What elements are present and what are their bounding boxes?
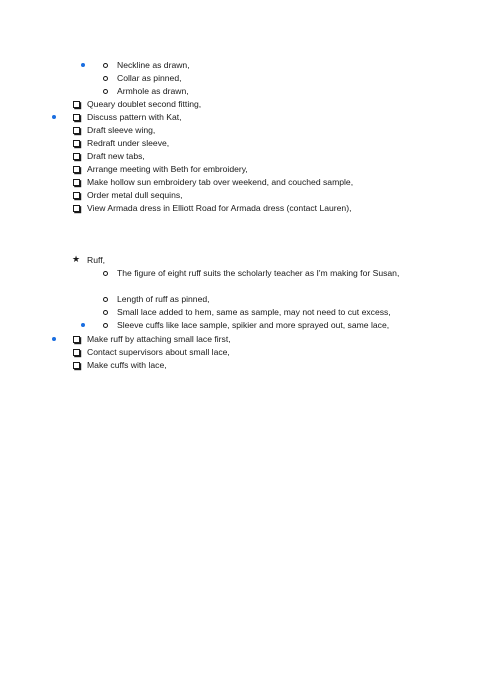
sub-bullet-icon — [103, 310, 108, 315]
comment-marker-dot[interactable] — [52, 337, 56, 341]
list-item: Length of ruff as pinned, — [117, 294, 210, 304]
list-item: Sleeve cuffs like lace sample, spikier and more sprayed out, same lace, — [117, 320, 390, 330]
task-item: Make hollow sun embroidery tab over weekend, and couched sample, — [87, 177, 354, 187]
checkbox-icon[interactable] — [73, 114, 80, 121]
checkbox-icon[interactable] — [73, 362, 80, 369]
task-item: Discuss pattern with Kat, — [87, 112, 182, 122]
checkbox-icon[interactable] — [73, 349, 80, 356]
comment-marker-dot[interactable] — [81, 63, 85, 67]
list-item: Armhole as drawn, — [117, 86, 189, 96]
task-item: Arrange meeting with Beth for embroidery, — [87, 164, 248, 174]
task-item: Contact supervisors about small lace, — [87, 347, 230, 357]
checkbox-icon[interactable] — [73, 192, 80, 199]
list-item: Small lace added to hem, same as sample, may not need to cut excess, — [117, 307, 391, 317]
list-item: The figure of eight ruff suits the scholarly teacher as I'm making for Susan, — [117, 268, 400, 278]
task-item: Redraft under sleeve, — [87, 138, 170, 148]
list-item: Collar as pinned, — [117, 73, 182, 83]
comment-marker-dot[interactable] — [81, 323, 85, 327]
list-item: Neckline as drawn, — [117, 60, 190, 70]
section-heading: Ruff, — [87, 255, 105, 265]
checkbox-icon[interactable] — [73, 166, 80, 173]
checkbox-icon[interactable] — [73, 205, 80, 212]
sub-bullet-icon — [103, 323, 108, 328]
checkbox-icon[interactable] — [73, 127, 80, 134]
task-item: View Armada dress in Elliott Road for Armada dress (contact Lauren), — [87, 203, 352, 213]
task-item: Queary doublet second fitting, — [87, 99, 202, 109]
sub-bullet-icon — [103, 297, 108, 302]
checkbox-icon[interactable] — [73, 336, 80, 343]
checkbox-icon[interactable] — [73, 101, 80, 108]
checkbox-icon[interactable] — [73, 179, 80, 186]
comment-marker-dot[interactable] — [52, 115, 56, 119]
task-item: Make cuffs with lace, — [87, 360, 167, 370]
task-item: Order metal dull sequins, — [87, 190, 183, 200]
sub-bullet-icon — [103, 89, 108, 94]
star-bullet-icon: ★ — [72, 254, 81, 264]
sub-bullet-icon — [103, 271, 108, 276]
sub-bullet-icon — [103, 63, 108, 68]
task-item: Draft sleeve wing, — [87, 125, 156, 135]
checkbox-icon[interactable] — [73, 140, 80, 147]
sub-bullet-icon — [103, 76, 108, 81]
task-item: Make ruff by attaching small lace first, — [87, 334, 231, 344]
task-item: Draft new tabs, — [87, 151, 145, 161]
checkbox-icon[interactable] — [73, 153, 80, 160]
